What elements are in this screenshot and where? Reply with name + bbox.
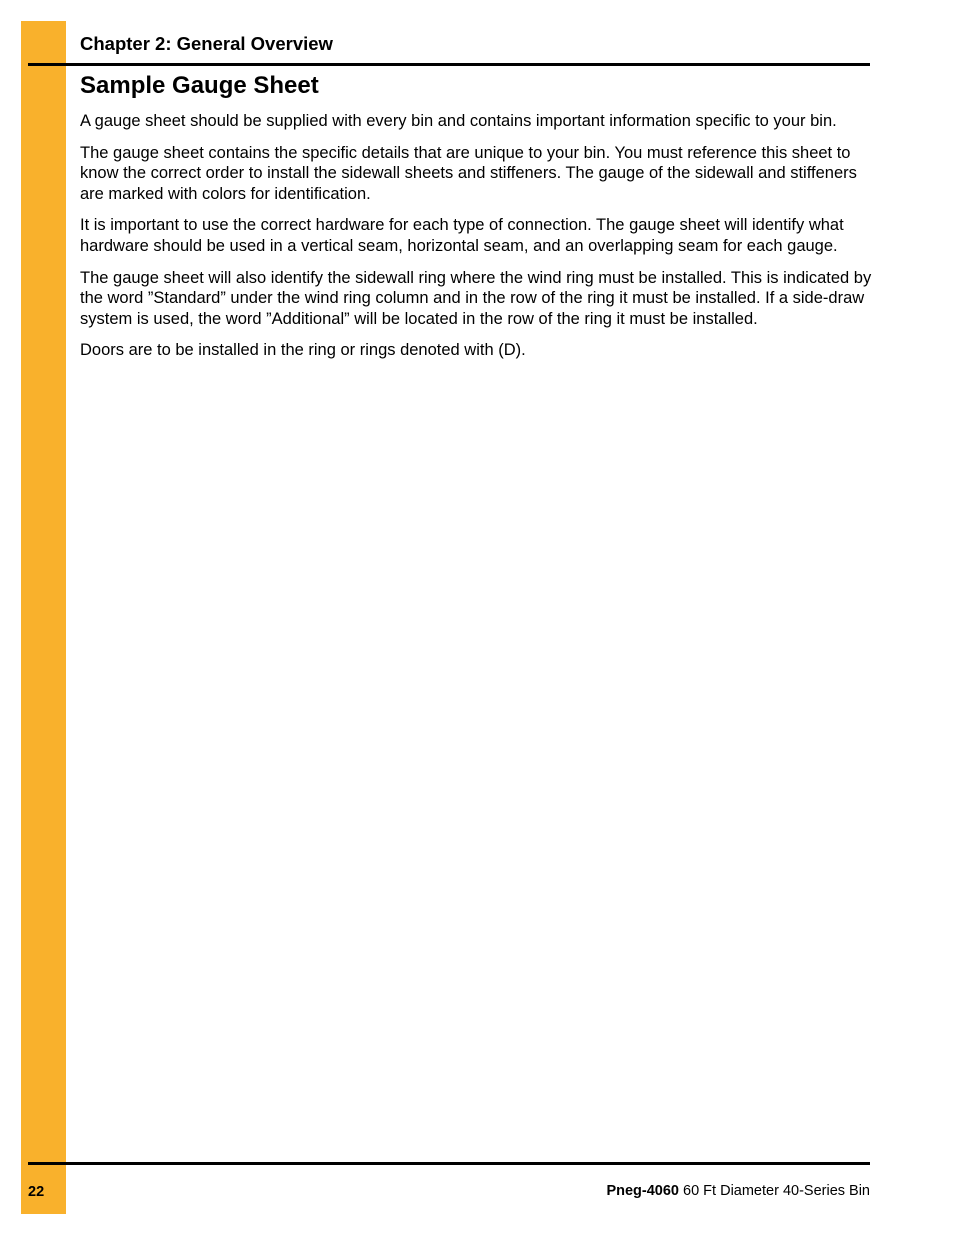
footer-document-title [606, 1182, 870, 1200]
footer-rule [28, 1162, 870, 1165]
paragraph-wind-ring: The gauge sheet will also identify the sidewall ring where the wind ring must be installed. This is indicated by the word ”Standard” under the wind ring column and in the row of the ring it must be installed. If a side-draw system is used, the word ”Additional” will be located in the row of the ring it must be installed. [80, 268, 872, 328]
document-code: Pneg-4060 [606, 1183, 679, 1199]
paragraph-details: The gauge sheet contains the specific details that are unique to your bin. You must reference this sheet to know the correct order to install the sidewall sheets and stiffeners. The gauge of the sidewall and stiffeners are marked with colors for identification. [80, 143, 857, 203]
document-name: 60 Ft Diameter 40-Series Bin [679, 1183, 870, 1199]
section-title: Sample Gauge Sheet [80, 72, 319, 99]
section-body [80, 111, 872, 372]
side-color-bar [21, 21, 66, 1214]
paragraph-doors: Doors are to be installed in the ring or rings denoted with (D). [80, 341, 526, 360]
chapter-heading: Chapter 2: General Overview [80, 33, 333, 54]
paragraph-intro: A gauge sheet should be supplied with every bin and contains important information specific to your bin. [80, 112, 837, 130]
paragraph-hardware: It is important to use the correct hardware for each type of connection. The gauge sheet will identify what hardware should be used in a vertical seam, horizontal seam, and an overlapping seam for each gauge. [80, 216, 844, 255]
page-number: 22 [28, 1184, 45, 1200]
header-rule [28, 63, 870, 66]
